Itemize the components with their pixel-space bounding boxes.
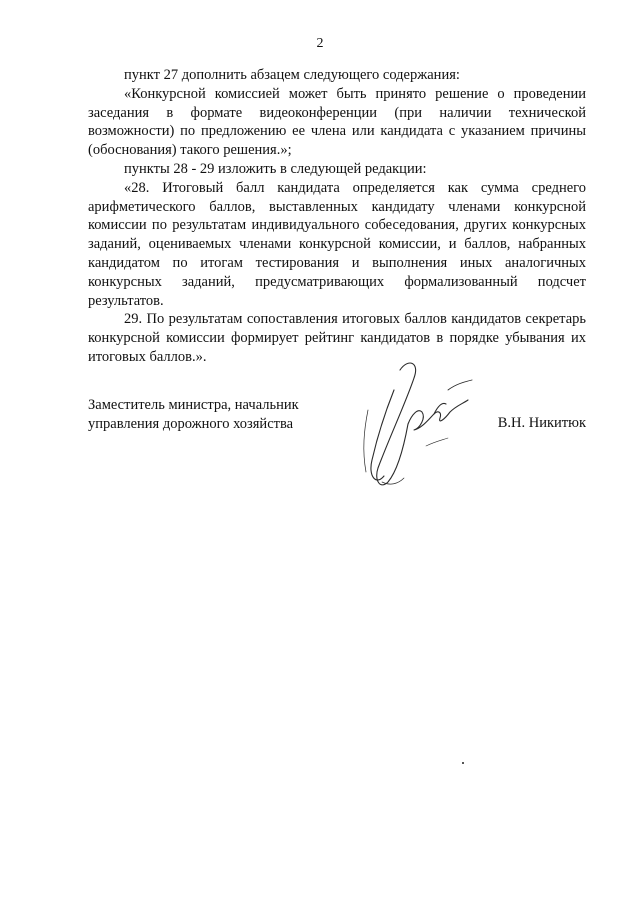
signer-name: В.Н. Никитюк xyxy=(497,415,586,431)
handwritten-signature xyxy=(338,350,488,500)
paragraph: пункт 27 дополнить абзацем следующего содержания: xyxy=(124,67,460,83)
signer-position-line: Заместитель министра, начальник xyxy=(88,397,299,413)
signer-position-line: управления дорожного хозяйства xyxy=(88,415,294,432)
paragraph: «Конкурсной комиссией может быть принято решение о проведении заседания в формате видеоконференции (при наличии технической возможности) по предложению ее члена или кандидата с указанием причины (обоснования) такого решения.»; xyxy=(88,85,586,159)
signature-block xyxy=(88,396,586,506)
signer-position xyxy=(88,396,338,434)
scan-speck xyxy=(462,762,464,764)
document-body xyxy=(88,66,586,367)
paragraph: 29. По результатам сопоставления итоговых баллов кандидатов секретарь конкурсной комиссии формирует рейтинг кандидатов в порядке убывания их итоговых баллов.». xyxy=(88,311,586,365)
paragraph: «28. Итоговый балл кандидата определяется как сумма среднего арифметического баллов, выставленных кандидату членами конкурсной комиссии по результатам индивидуального собеседования, других конкурсных заданий, оцениваемых членами конкурсной комиссии, и баллов, набранных кандидатом по итогам тестирования и выполнения иных аналогичных конкурсных заданий, предусматривающих формализованный подсчет результатов. xyxy=(88,179,586,309)
paragraph: пункты 28 - 29 изложить в следующей редакции: xyxy=(124,160,427,177)
page-number: 2 xyxy=(316,36,324,51)
